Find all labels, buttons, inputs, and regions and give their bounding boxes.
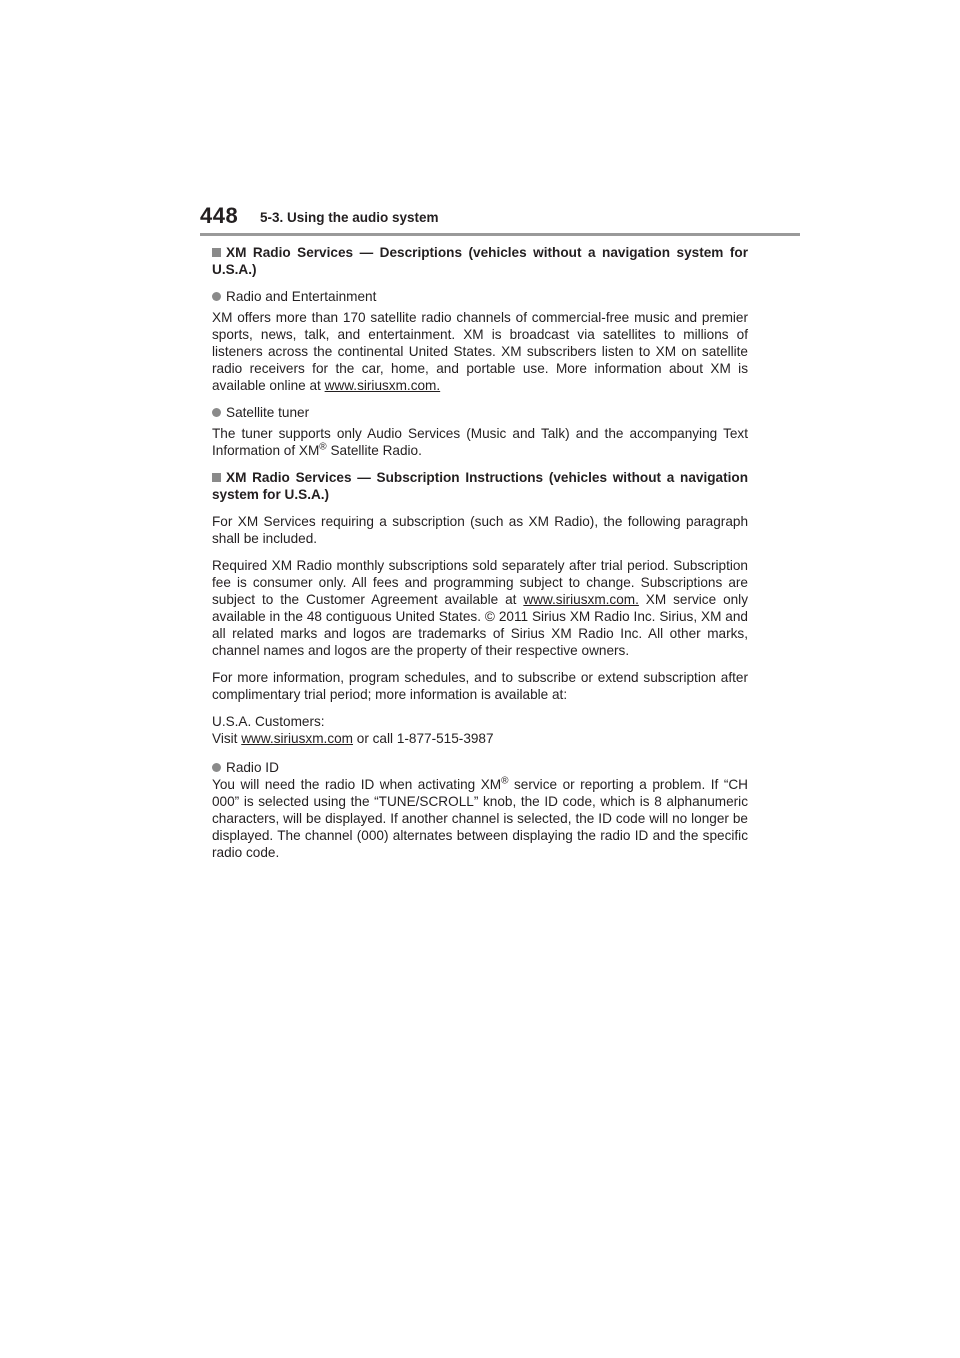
bullet-item [212, 404, 748, 421]
bullet-title: Radio ID [226, 760, 279, 775]
xm-subscription-heading [212, 469, 748, 503]
circle-bullet-icon [212, 292, 221, 301]
paragraph-text: Required XM Radio monthly subscriptions sold separately after trial period. Subscription fee is consumer only. All fees and programming subject to change. Subscriptions are subject to the Customer Agreement available at [212, 558, 748, 607]
radio-id-paragraph [212, 776, 748, 861]
registered-mark: ® [319, 441, 327, 453]
xm-descriptions-heading [212, 244, 748, 278]
page-content [212, 244, 748, 871]
registered-mark: ® [501, 775, 509, 787]
circle-bullet-icon [212, 763, 221, 772]
bullet-title: Radio and Entertainment [226, 289, 377, 304]
heading-text: XM Radio Services — Subscription Instructions (vehicles without a navigation system for U.S.A.) [212, 470, 748, 502]
visit-label: Visit [212, 731, 242, 746]
bullet-item [212, 288, 748, 305]
square-bullet-icon [212, 248, 221, 257]
paragraph-text: XM service only available in the 48 contiguous United States. © 2011 Sirius XM Radio Inc. Sirius, XM and all related marks and logos are trademarks of Sirius XM Radio Inc. All other marks, channel names and logos are the property of their respective owners. [212, 592, 749, 658]
bullet-item [212, 759, 748, 776]
radio-entertainment-paragraph [212, 309, 748, 394]
circle-bullet-icon [212, 408, 221, 417]
heading-text: XM Radio Services — Descriptions (vehicles without a navigation system for U.S.A.) [212, 245, 748, 277]
paragraph-text: service or reporting a problem. If “CH 000” is selected using the “TUNE/SCROLL” knob, the ID code, which is 8 alphanumeric characters, will be displayed. If another channel is selected, the ID code will no longer be displayed. The channel (000) alternates between displaying the radio ID and the specific radio code. [212, 777, 748, 860]
section-title: 5-3. Using the audio system [260, 210, 439, 225]
subscription-paragraph-1: For XM Services requiring a subscription (such as XM Radio), the following paragraph shall be included. [212, 514, 748, 546]
customers-label: U.S.A. Customers: [212, 714, 325, 729]
subscription-paragraph-2 [212, 557, 748, 659]
page-number: 448 [200, 203, 239, 228]
square-bullet-icon [212, 473, 221, 482]
paragraph-text: You will need the radio ID when activating XM [212, 777, 502, 792]
paragraph-text: XM offers more than 170 satellite radio channels of commercial-free music and premier sports, news, talk, and entertainment. XM is broadcast via satellites to millions of listeners across the continental United States. XM subscribers listen to XM on satellite radio receivers for the car, home, and portable use. More information about XM is available online at [212, 310, 748, 393]
header-divider [200, 233, 800, 236]
siriusxm-link[interactable]: www.siriusxm.com [241, 731, 353, 746]
satellite-tuner-paragraph [212, 425, 748, 459]
paragraph-text: The tuner supports only Audio Services (Music and Talk) and the accompanying Text Information of XM [212, 426, 748, 458]
paragraph-text: Satellite Radio. [326, 443, 422, 458]
phone-text: or call 1-877-515-3987 [353, 731, 494, 746]
subscription-paragraph-3: For more information, program schedules, and to subscribe or extend subscription after complimentary trial period; more information is available at: [212, 670, 748, 702]
customer-contact [212, 713, 748, 747]
siriusxm-link[interactable]: www.siriusxm.com. [523, 592, 639, 607]
siriusxm-link[interactable]: www.siriusxm.com. [324, 378, 441, 393]
bullet-title: Satellite tuner [226, 405, 310, 420]
